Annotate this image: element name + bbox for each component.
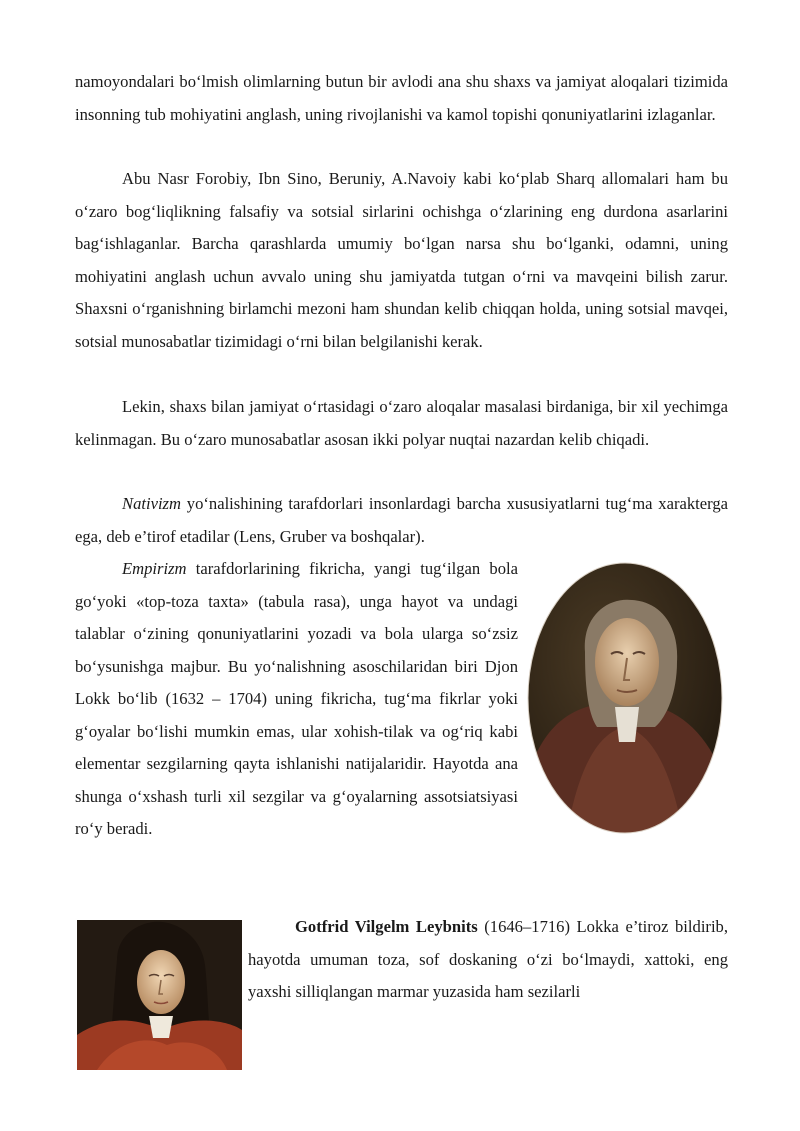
paragraph-leibniz: [248, 911, 728, 1009]
term-empiricism: Empirizm: [122, 559, 187, 578]
john-locke-portrait: [527, 562, 723, 834]
paragraph-eastern-scholars: Abu Nasr Forobiy, Ibn Sino, Beruniy, A.Navoiy kabi ko‘plab Sharq allomalari ham bu o‘zaro bog‘liqlikning falsafiy va sotsial sirlarini ochishga o‘zlarining eng durdona asarlarini bag‘ishlaganlar. Barcha qarashlarda umumiy bo‘lgan narsa shu bo‘lganki, odamni, uning mohiyatini anglash uchun avvalo uning shu jamiyatda tutgan o‘rni va mavqeini bilish zarur. Shaxsni o‘rganishning birlamchi mezoni ham shundan kelib chiqqan holda, uning sotsial mavqei, sotsial munosabatlar tizimidagi o‘rni bilan belgilanishi kerak.: [75, 169, 728, 351]
nativism-text: yo‘nalishining tarafdorlari insonlardagi barcha xususiyatlarni tug‘ma xarakterga ega, deb e’tirof etadilar (Lens, Gruber va boshqalar).: [75, 494, 728, 546]
term-nativism: Nativizm: [122, 494, 182, 513]
paragraph-intro: namoyondalari bo‘lmish olimlarning butun bir avlodi ana shu shaxs va jamiyat aloqalari tizimida insonning tub mohiyatini anglash, uning rivojlanishi va kamol topishi qonuniyatlarini izlaganlar.: [75, 72, 728, 124]
paragraph-nativism: [75, 488, 728, 553]
paragraph-empiricism: [75, 553, 518, 846]
paragraph-polar-views: Lekin, shaxs bilan jamiyat o‘rtasidagi o‘zaro aloqalar masalasi birdaniga, bir xil yechimga kelinmagan. Bu o‘zaro munosabatlar asosan ikki polyar nuqtai nazardan kelib chiqadi.: [75, 397, 728, 449]
leibniz-text: (1646–1716) Lokka e’tiroz bildirib, hayotda umuman toza, sof doskaning o‘zi bo‘lmaydi, xattoki, eng yaxshi silliqlangan marmar yuzasida ham sezilarli: [248, 917, 729, 1001]
leibniz-name: Gotfrid Vilgelm Leybnits: [295, 917, 478, 936]
leibniz-portrait: [77, 920, 242, 1070]
empiricism-text: tarafdorlarining fikricha, yangi tug‘ilgan bola go‘yoki «top-toza taxta» (tabula rasa), unga hayot va undagi talablar o‘zining qonuniyatlarini yozadi va bola ularga so‘zsiz bo‘ysunishga majbur. Bu yo‘nalishning asoschilaridan biri Djon Lokk bo‘lib (1632 – 1704) uning fikricha, tug‘ma fikrlar yoki g‘oyalar bo‘lishi mumkin emas, ular xohish-tilak va og‘riq kabi elementar sezgilarning qayta ishlanishi natijalaridir. Hayotda ana shunga o‘xshash turli xil sezgilar va g‘oyalarning assotsiatsiyasi ro‘y beradi.: [75, 559, 518, 838]
